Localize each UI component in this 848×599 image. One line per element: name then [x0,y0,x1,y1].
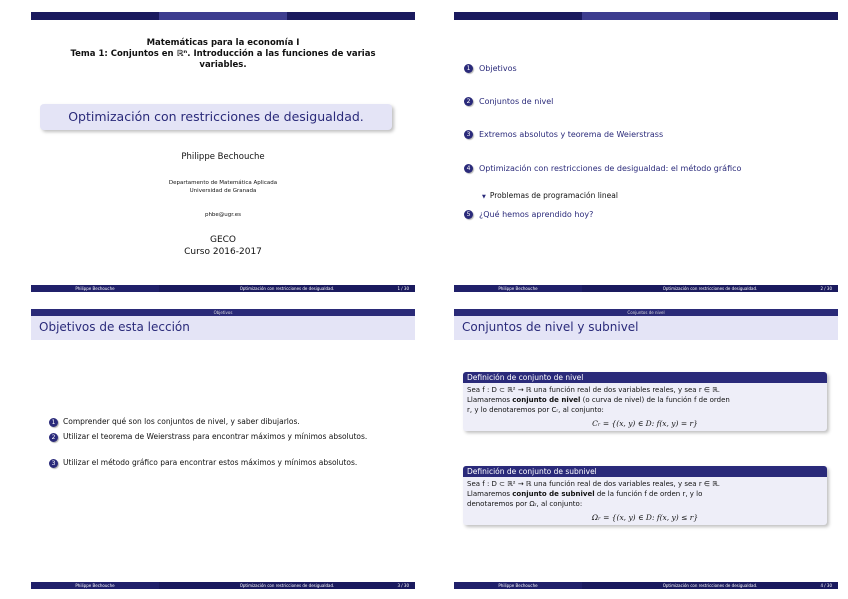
footer-author: Philippe Bechouche [454,285,582,292]
frame-title: Conjuntos de nivel y subnivel [462,320,639,334]
block-line: Llamaremos conjunto de nivel (o curva de nivel) de la función f de orden [467,396,730,404]
toc-item[interactable] [464,130,663,139]
title-line: Tema 1: Conjuntos en ℝⁿ. Introducción a las funciones de varias [70,49,376,59]
footer [31,285,415,292]
top-bar [31,309,415,316]
title-line: Matemáticas para la economía I [146,38,300,48]
slide-2 [454,12,838,292]
email: phbe@ugr.es [204,212,242,218]
department: Departamento de Matemática Aplicada [168,180,278,186]
toc-label: Objetivos [479,64,517,73]
toc-subitem[interactable] [482,191,618,200]
definition-block [463,466,827,525]
top-bar [454,309,838,316]
title-line: variables. [199,60,247,70]
number-badge: 2 [49,433,58,442]
equation: Cᵣ = {(x, y) ∈ D: f(x, y) = r} [592,419,698,428]
block-body [463,383,827,431]
page-number: 1 / 30 [397,286,409,291]
objective-item [49,417,389,427]
block-line: Llamaremos conjunto de subnivel de la función f de orden r, y lo [467,490,703,498]
course-info [31,234,415,258]
bold-term: conjunto de subnivel [512,490,595,498]
frame-title: Objetivos de esta lección [39,320,190,334]
toc-item[interactable] [464,164,741,173]
block-line: r, y lo denotaremos por Cᵣ, al conjunto: [467,406,604,414]
number-badge: 1 [49,418,58,427]
toc-sublabel: Problemas de programación lineal [489,191,618,200]
footer-author: Philippe Bechouche [31,582,159,589]
footer-title [582,582,838,589]
number-badge: 3 [464,130,473,139]
toc-label: Optimización con restricciones de desigualdad: el método gráfico [479,164,742,173]
year: Curso 2016-2017 [184,247,262,257]
toc-label: ¿Qué hemos aprendido hoy? [479,210,594,219]
footer-title [159,582,415,589]
equation: Ωᵣ = {(x, y) ∈ D: f(x, y) ≤ r} [591,513,699,522]
block-body [463,477,827,525]
number-badge: 2 [464,97,473,106]
footer-title-text: Optimización con restricciones de desigualdad. [662,583,758,588]
frame-header [31,316,415,340]
objective-item [49,432,389,442]
block-title: Definición de conjunto de nivel [463,372,827,383]
number-badge: 3 [49,459,58,468]
block-line: denotaremos por Ωᵣ, al conjunto: [467,500,583,508]
top-bar [454,12,838,20]
slide-title [31,38,415,71]
university: Universidad de Granada [189,188,257,194]
footer-title-text: Optimización con restricciones de desigualdad. [239,286,335,291]
block-line: Sea f : D ⊂ ℝ² → ℝ una función real de dos variables reales, y sea r ∈ ℝ. [467,480,721,488]
objective-text: Utilizar el método gráfico para encontrar estos máximos y mínimos absolutos. [63,458,358,467]
frame-header [454,316,838,340]
footer-title [582,285,838,292]
footer-title [159,285,415,292]
toc-item[interactable] [464,210,593,219]
toc-item[interactable] [464,97,553,106]
triangle-bullet-icon: ▼ [482,194,486,200]
footer-author: Philippe Bechouche [454,582,582,589]
footer [454,582,838,589]
top-bar [31,12,415,20]
footer [454,285,838,292]
course: GECO [209,235,237,245]
objective-item [49,458,389,468]
objective-text: Utilizar el teorema de Weierstrass para encontrar máximos y mínimos absolutos. [63,432,368,441]
toc-label: Extremos absolutos y teorema de Weierstrass [479,130,664,139]
subtitle-box: Optimización con restricciones de desigualdad. [40,104,392,130]
slide-3 [31,309,415,589]
toc-label: Conjuntos de nivel [479,97,554,106]
number-badge: 4 [464,164,473,173]
footer-title-text: Optimización con restricciones de desigualdad. [662,286,758,291]
page-number: 2 / 30 [820,286,832,291]
toc-item[interactable] [464,64,517,73]
section-label: Conjuntos de nivel [627,310,665,315]
footer [31,582,415,589]
slide-1 [31,12,415,292]
section-label: Objetivos [213,310,233,315]
slide-4 [454,309,838,589]
page-number: 3 / 30 [397,583,409,588]
footer-author: Philippe Bechouche [31,285,159,292]
block-line: Sea f : D ⊂ ℝ² → ℝ una función real de dos variables reales, y sea r ∈ ℝ. [467,386,721,394]
institution [31,179,415,195]
number-badge: 5 [464,210,473,219]
author: Philippe Bechouche [181,152,265,162]
footer-title-text: Optimización con restricciones de desigualdad. [239,583,335,588]
objective-text: Comprender qué son los conjuntos de nivel, y saber dibujarlos. [63,417,300,426]
block-title: Definición de conjunto de subnivel [463,466,827,477]
page-number: 4 / 30 [820,583,832,588]
number-badge: 1 [464,64,473,73]
definition-block [463,372,827,431]
bold-term: conjunto de nivel [512,396,581,404]
